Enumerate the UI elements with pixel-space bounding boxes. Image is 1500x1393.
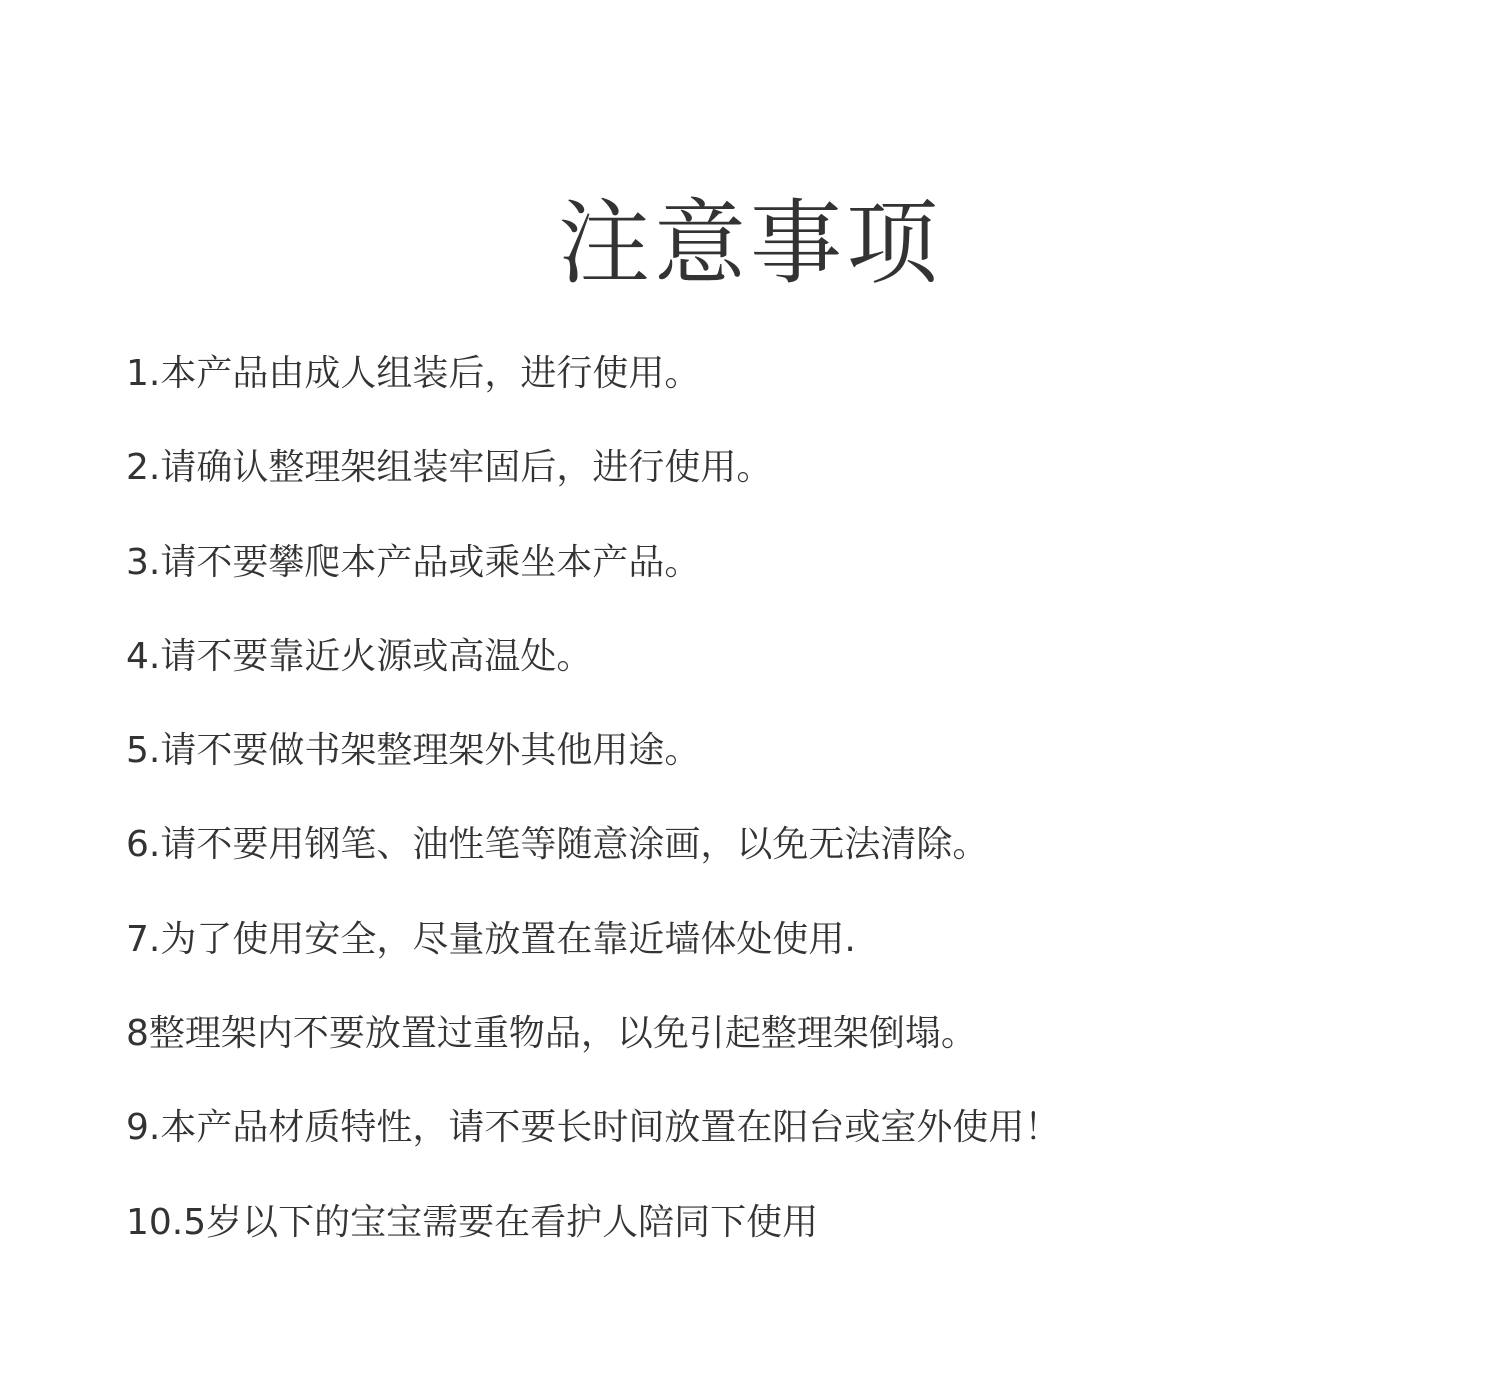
note-item-7: 7.为了使用安全，尽量放置在靠近墙体处使用. (126, 918, 856, 960)
note-item-1: 1.本产品由成人组装后，进行使用。 (126, 353, 701, 394)
note-item-2: 2.请确认整理架组装牢固后，进行使用。 (126, 447, 773, 489)
page-title: 注意事项 (557, 189, 942, 297)
note-item-8: 8整理架内不要放置过重物品，以免引起整理架倒塌。 (126, 1013, 977, 1055)
note-item-9: 9.本产品材质特性，请不要长时间放置在阳台或室外使用！ (126, 1107, 1061, 1149)
note-item-3: 3.请不要攀爬本产品或乘坐本产品。 (126, 541, 701, 583)
note-item-6: 6.请不要用钢笔、油性笔等随意涂画，以免无法清除。 (126, 824, 989, 866)
note-item-5: 5.请不要做书架整理架外其他用途。 (126, 730, 701, 772)
note-item-4: 4.请不要靠近火源或高温处。 (126, 635, 593, 677)
note-item-10: 10.5岁以下的宝宝需要在看护人陪同下使用 (126, 1201, 819, 1243)
notes-list (126, 338, 1426, 1281)
